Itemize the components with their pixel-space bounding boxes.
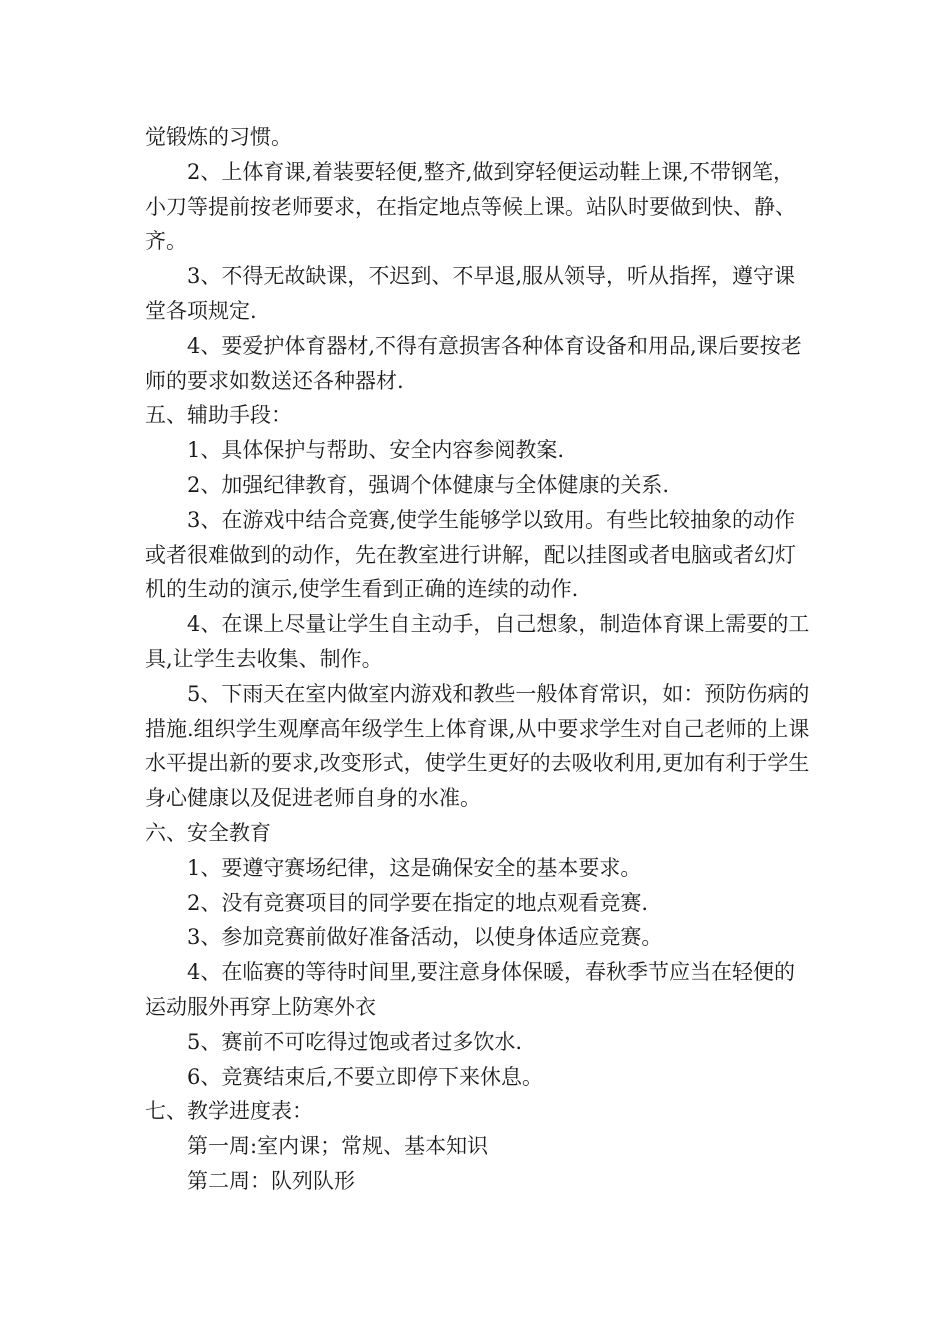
- rule-item-3: 3、不得无故缺课，不迟到、不早退,服从领导，听从指挥，遵守课堂各项规定.: [145, 264, 796, 323]
- document-body: [145, 120, 813, 1199]
- safety-item-5: 5、赛前不可吃得过饱或者过多饮水.: [187, 1029, 523, 1054]
- schedule-week-1: 第一周:室内课；常规、基本知识: [187, 1134, 489, 1159]
- section-heading-safety-education: 六、安全教育: [145, 820, 271, 845]
- auxiliary-item-3: 3、在游戏中结合竞赛,使学生能够学以致用。有些比较抽象的动作或者很难做到的动作，先在教室进行讲解，配以挂图或者电脑或者幻灯机的生动的演示,使学生看到正确的连续的动作.: [145, 507, 796, 602]
- auxiliary-item-4: 4、在课上尽量让学生自主动手，自己想象，制造体育课上需要的工具,让学生去收集、制作。: [145, 612, 810, 671]
- rule-item-4: 4、要爱护体育器材,不得有意损害各种体育设备和用品,课后要按老师的要求如数送还各种器材.: [145, 333, 802, 393]
- safety-item-1: 1、要遵守赛场纪律，这是确保安全的基本要求。: [187, 855, 642, 880]
- section-heading-auxiliary-means: 五、辅助手段：: [145, 403, 292, 428]
- auxiliary-item-1: 1、具体保护与帮助、安全内容参阅教案.: [187, 438, 565, 463]
- section-heading-teaching-schedule: 七、教学进度表：: [145, 1099, 313, 1124]
- safety-item-4: 4、在临赛的等待时间里,要注意身体保暖，春秋季节应当在轻便的运动服外再穿上防寒外衣: [145, 960, 796, 1019]
- schedule-week-2: 第二周：队列队形: [187, 1168, 355, 1193]
- paragraph-continuation: 觉锻炼的习惯。: [145, 125, 292, 149]
- auxiliary-item-5: 5、下雨天在室内做室内游戏和教些一般体育常识，如：预防伤病的措施.组织学生观摩高年级学生上体育课,从中要求学生对自己老师的上课水平提出新的要求,改变形式，使学生更好的去吸收利用,更加有利于学生身心健康以及促进老师自身的水准。: [145, 681, 810, 811]
- rule-item-2: 2、上体育课,着装要轻便,整齐,做到穿轻便运动鞋上课,不带钢笔，小刀等提前按老师要求，在指定地点等候上课。站队时要做到快、静、齐。: [145, 159, 796, 254]
- safety-item-2: 2、没有竞赛项目的同学要在指定的地点观看竞赛.: [187, 890, 649, 915]
- safety-item-6: 6、竞赛结束后,不要立即停下来休息。: [187, 1064, 544, 1089]
- auxiliary-item-2: 2、加强纪律教育，强调个体健康与全体健康的关系.: [187, 472, 670, 497]
- safety-item-3: 3、参加竞赛前做好准备活动，以使身体适应竞赛。: [187, 925, 663, 950]
